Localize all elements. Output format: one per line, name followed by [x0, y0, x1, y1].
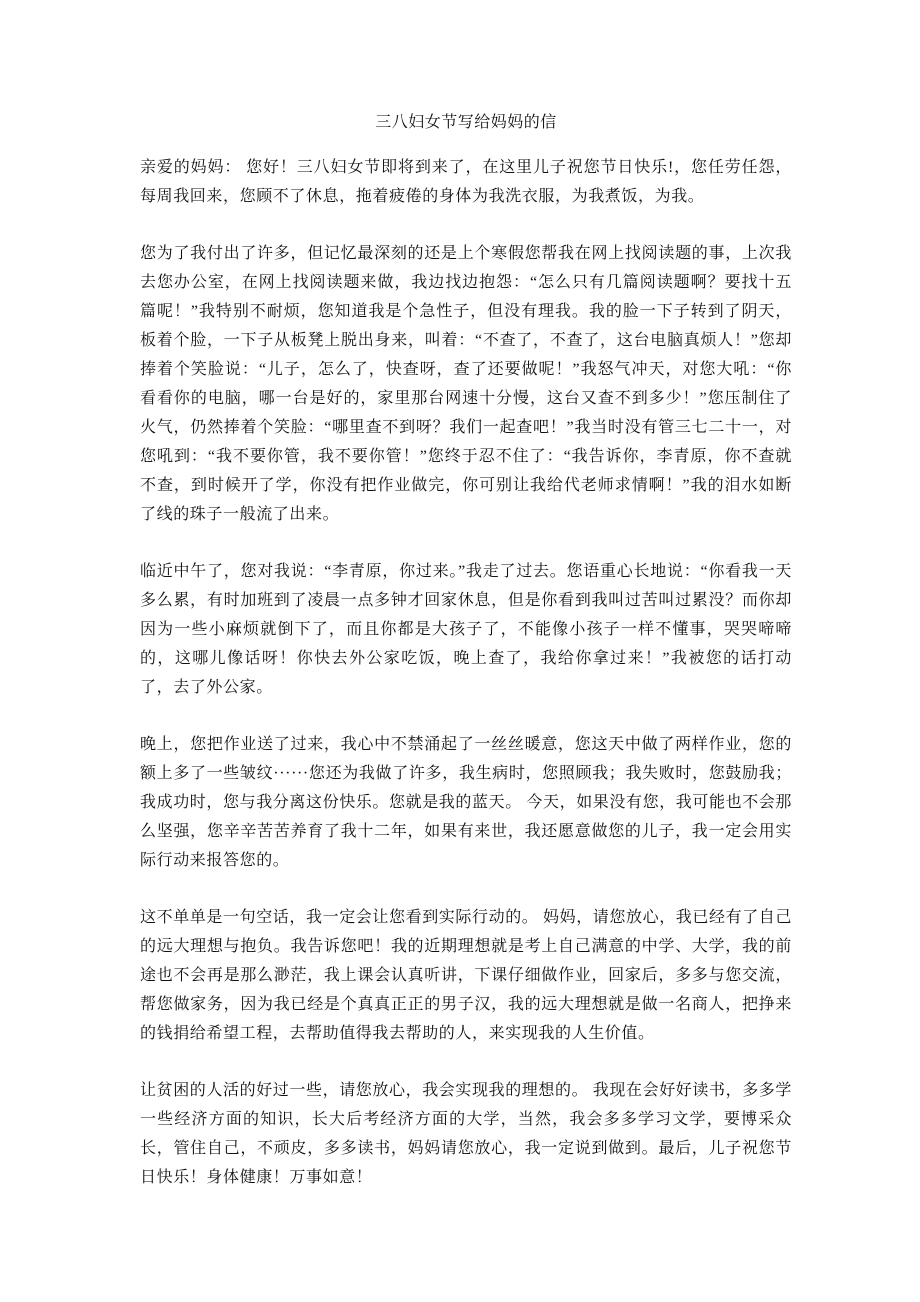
letter-body: [140, 153, 792, 1192]
letter-paragraph-2: 您为了我付出了许多，但记忆最深刻的还是上个寒假您帮我在网上找阅读题的事，上次我去您办公室，在网上找阅读题来做，我边找边抱怨：“怎么只有几篇阅读题啊？要找十五篇呢！”我特别不耐烦，您知道我是个急性子，但没有理我。我的脸一下子转到了阴天，板着个脸，一下子从板凳上脱出身来，叫着：“不查了，不查了，这台电脑真烦人！”您却捧着个笑脸说：“儿子，怎么了，快查呀，查了还要做呢！”我怒气冲天，对您大吼：“你看看你的电脑，哪一台是好的，家里那台网速十分慢，这台又查不到多少！”您压制住了火气，仍然捧着个笑脸：“哪里查不到呀？我们一起查吧！”我当时没有管三七二十一，对您吼到：“我不要你管，我不要你管！”您终于忍不住了：“我告诉你，李青原，你不查就不查，到时候开了学，你没有把作业做完，你可别让我给代老师求情啊！”我的泪水如断了线的珠子一般流了出来。: [140, 245, 792, 523]
document-title: 三八妇女节写给妈妈的信: [375, 114, 557, 131]
letter-paragraph-1: 亲爱的妈妈： 您好！三八妇女节即将到来了，在这里儿子祝您节日快乐!，您任劳任怨，每周我回来，您顾不了休息，拖着疲倦的身体为我洗衣服，为我煮饭，为我。: [140, 159, 792, 205]
letter-paragraph-6: 让贫困的人活的好过一些，请您放心，我会实现我的理想的。 我现在会好好读书，多多学一些经济方面的知识，长大后考经济方面的大学，当然，我会多多学习文学，要博采众长，管住自己，不顽皮，多多读书，妈妈请您放心，我一定说到做到。最后，儿子祝您节日快乐！身体健康！万事如意！: [140, 1082, 793, 1186]
letter-paragraph-5: 这不单单是一句空话，我一定会让您看到实际行动的。 妈妈，请您放心，我已经有了自己的远大理想与抱负。我告诉您吧！我的近期理想就是考上自己满意的中学、大学，我的前途也不会再是那么渺茫，我上课会认真听讲，下课仔细做作业，回家后，多多与您交流，帮您做家务，因为我已经是个真真正正的男子汉，我的远大理想就是做一名商人，把挣来的钱捐给希望工程，去帮助值得我去帮助的人，来实现我的人生价值。: [140, 909, 793, 1042]
letter-paragraph-4: 晚上，您把作业送了过来，我心中不禁涌起了一丝丝暖意，您这天中做了两样作业，您的额上多了一些皱纹······您还为我做了许多，我生病时，您照顾我；我失败时，您鼓励我；我成功时，您与我分离这份快乐。您就是我的蓝天。 今天，如果没有您，我可能也不会那么坚强，您辛辛苦苦养育了我十二年，如果有来世，我还愿意做您的儿子，我一定会用实际行动来报答您的。: [140, 736, 793, 869]
letter-paragraph-3: 临近中午了，您对我说：“李青原，你过来。”我走了过去。您语重心长地说：“你看我一天多么累，有时加班到了凌晨一点多钟才回家休息，但是你看到我叫过苦叫过累没？而你却因为一些小麻烦就倒下了，而且你都是大孩子了，不能像小孩子一样不懂事，哭哭啼啼的，这哪儿像话呀！你快去外公家吃饭，晚上查了，我给你拿过来！”我被您的话打动了，去了外公家。: [140, 563, 792, 696]
